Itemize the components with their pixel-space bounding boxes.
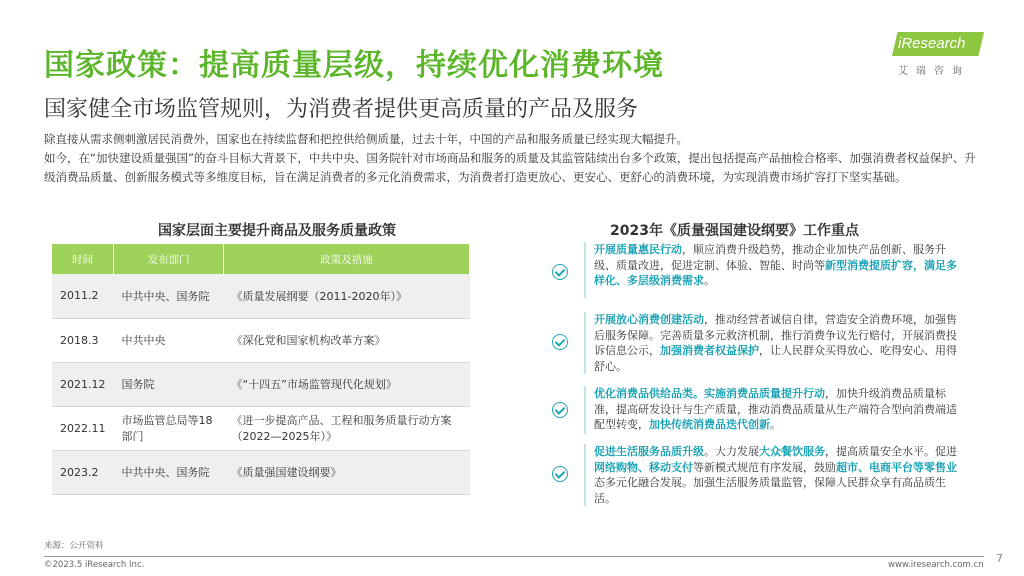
cell-policy: 《质量发展纲要（2011-2020年）》: [224, 274, 470, 318]
cell-time: 2011.2: [52, 274, 114, 318]
cell-policy: 《质量强国建设纲要》: [224, 450, 470, 494]
table-row: [52, 450, 470, 494]
table-row: [52, 406, 470, 450]
intro-paragraph-1: 除直接从需求侧刺激居民消费外，国家也在持续监督和把控供给侧质量，过去十年，中国的产品和服务质量已经实现大幅提升。: [44, 132, 688, 146]
table-row: [52, 318, 470, 362]
table-header-row: [52, 244, 470, 274]
page-subtitle: 国家健全市场监管规则，为消费者提供更高质量的产品及服务: [44, 97, 639, 122]
intro-text: [44, 130, 984, 187]
focus-body: 态多元化融合发展。加强生活服务质量监管，保障人民群众享有高品质生活。: [594, 476, 946, 505]
focus-item-text: [594, 386, 964, 433]
cell-time: 2018.3: [52, 318, 114, 362]
cell-department: 中共中央: [114, 318, 224, 362]
focus-body: ，推动经营者诚信自律，营造安全消费环境，加强售后服务保障。完善质量多元救济机制，推行消费争议先行赔付，开展消费投诉信息公示，: [594, 313, 957, 357]
focus-highlight: 超市、电商平台等零售业: [836, 460, 957, 474]
check-circle-icon: [552, 334, 568, 350]
logo-brand: iResearch: [898, 35, 966, 52]
focus-item-2: [552, 312, 957, 378]
focus-highlight: 促进生活服务品质升级: [594, 445, 704, 458]
cell-department: 中共中央、国务院: [114, 274, 224, 318]
focus-divider: [584, 444, 586, 506]
table-row: [52, 274, 470, 318]
focus-body: ，提高质量安全水平。促进: [825, 445, 957, 458]
cell-policy: 《深化党和国家机构改革方案》: [224, 318, 470, 362]
focus-highlight: 加强消费者权益保护: [660, 344, 759, 357]
check-circle-icon: [552, 466, 568, 482]
logo-tagline: 艾瑞咨询: [898, 66, 970, 77]
focus-body: ，让人民群众买得放心、吃得安心、用得舒心。: [594, 344, 957, 373]
column-header-time: 时间: [52, 244, 114, 274]
focus-highlight: 大众餐饮服务: [759, 445, 825, 458]
focus-item-1: [552, 242, 957, 302]
intro-paragraph-2: 如今，在“加快建设质量强国”的奋斗目标大背景下，中共中央、国务院针对市场商品和服务的质量及其监管陆续出台多个政策，提出包括提高产品抽检合格率、加强消费者权益保护、升级消费品质量、创新服务模式等多维度目标，旨在满足消费者的多元化消费需求，为消费者打造更放心、更安心、更舒心的消费环境，为实现消费市场扩容打下坚实基础。: [44, 151, 976, 184]
cell-policy: 《进一步提高产品、工程和服务质量行动方案（2022—2025年）》: [224, 406, 470, 450]
website-link[interactable]: www.iresearch.com.cn: [888, 560, 984, 570]
cell-policy: 《“十四五”市场监管现代化规划》: [224, 362, 470, 406]
focus-divider: [584, 386, 586, 434]
check-circle-icon: [552, 264, 568, 280]
focus-highlight: 优化消费品供给品类。实施消费品质量提升行动: [594, 387, 825, 400]
focus-highlight: 加快传统消费品迭代创新: [649, 418, 770, 431]
page-number: 7: [996, 552, 1003, 565]
policy-table-title: 国家层面主要提升商品及服务质量政策: [158, 223, 396, 239]
column-header-department: 发布部门: [114, 244, 224, 274]
footer-divider: [44, 556, 984, 557]
policy-table: [52, 244, 470, 495]
focus-highlight: 开展质量惠民行动: [594, 243, 682, 256]
focus-highlight: 新型消费提质扩容，满足多样化、多层级消费需求: [594, 258, 957, 287]
focus-highlight: 网络购物、移动支付: [594, 460, 693, 474]
focus-divider: [584, 242, 586, 298]
focus-item-text: [594, 242, 964, 289]
cell-time: 2022.11: [52, 406, 114, 450]
source-note: 来源：公开资料: [44, 541, 104, 551]
focus-highlight: 开展放心消费创建活动: [594, 313, 704, 326]
focus-item-4: [552, 444, 957, 508]
focus-body: 等新模式规范有序发展，鼓励: [693, 460, 836, 474]
cell-department: 市场监管总局等18部门: [114, 406, 224, 450]
table-row: [52, 362, 470, 406]
focus-body: ，顺应消费升级趋势，推动企业加快产品创新、服务升级、质量改进，促进定制、体验、智能、时尚等: [594, 243, 946, 272]
focus-divider: [584, 312, 586, 374]
focus-item-text: [594, 312, 964, 374]
cell-department: 国务院: [114, 362, 224, 406]
focus-item-text: [594, 444, 964, 506]
focus-item-3: [552, 386, 957, 438]
check-circle-icon: [552, 402, 568, 418]
page-title: 国家政策：提高质量层级，持续优化消费环境: [44, 48, 664, 83]
cell-time: 2023.2: [52, 450, 114, 494]
focus-body: 。: [770, 418, 781, 431]
cell-time: 2021.12: [52, 362, 114, 406]
column-header-policy: 政策及措施: [224, 244, 470, 274]
focus-body: 。: [704, 274, 715, 287]
focus-body: 。大力发展: [704, 445, 759, 458]
focus-list-title: 2023年《质量强国建设纲要》工作重点: [610, 223, 859, 239]
cell-department: 中共中央、国务院: [114, 450, 224, 494]
copyright: ©2023.5 iResearch Inc.: [44, 560, 145, 570]
iresearch-logo: [892, 32, 988, 76]
focus-body: ，加快升级消费品质量标准，提高研发设计与生产质量，推动消费品质量从生产端符合型向消费端适配型转变，: [594, 387, 957, 431]
